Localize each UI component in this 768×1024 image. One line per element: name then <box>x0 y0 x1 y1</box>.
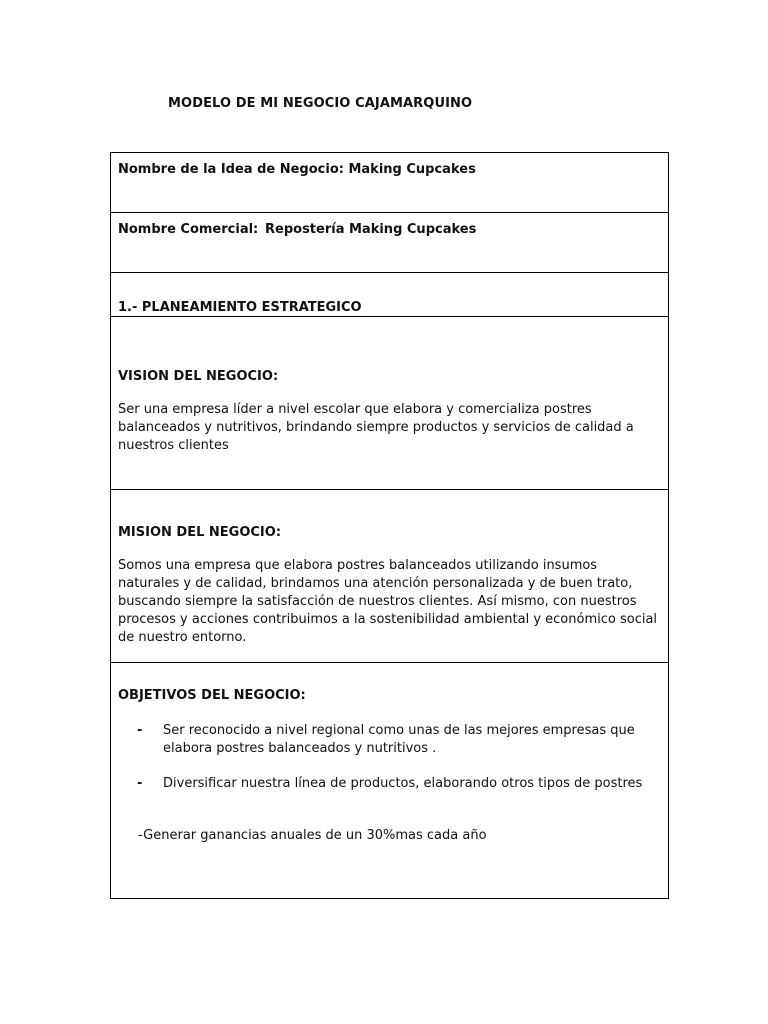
document-title: MODELO DE MI NEGOCIO CAJAMARQUINO <box>168 96 473 111</box>
mission-heading: MISION DEL NEGOCIO: <box>118 525 282 540</box>
section-heading: 1.- PLANEAMIENTO ESTRATEGICO <box>118 300 362 315</box>
business-model-table <box>110 152 669 899</box>
objective-text: Ser reconocido a nivel regional como unas de las mejores empresas que elabora postres balanceados y nutritivos . <box>163 723 635 756</box>
row-divider <box>111 316 668 317</box>
row-divider <box>111 489 668 490</box>
idea-name-label: Nombre de la Idea de Negocio: Making Cupcakes <box>118 162 476 177</box>
commercial-name-value: Repostería Making Cupcakes <box>265 222 477 237</box>
row-divider <box>111 662 668 663</box>
objective-extra-line: -Generar ganancias anuales de un 30%mas cada año <box>138 828 487 843</box>
bullet-marker: - <box>137 723 143 738</box>
commercial-name-label: Nombre Comercial: <box>118 222 259 237</box>
vision-heading: VISION DEL NEGOCIO: <box>118 369 279 384</box>
row-divider <box>111 212 668 213</box>
row-divider <box>111 272 668 273</box>
vision-text: Ser una empresa líder a nivel escolar que elabora y comercializa postres balanceados y nutritivos, brindando siempre productos y servicios de calidad a nuestros clientes <box>118 402 634 453</box>
bullet-marker: - <box>137 776 143 791</box>
objective-text: Diversificar nuestra línea de productos, elaborando otros tipos de postres <box>163 776 643 791</box>
mission-text: Somos una empresa que elabora postres balanceados utilizando insumos naturales y de calidad, brindamos una atención personalizada y de buen trato, buscando siempre la satisfacción de nuestros clientes. Así mismo, con nuestros procesos y acciones contribuimos a la sostenibilidad ambiental y económico social de nuestro entorno. <box>118 558 658 645</box>
objectives-heading: OBJETIVOS DEL NEGOCIO: <box>118 688 306 703</box>
